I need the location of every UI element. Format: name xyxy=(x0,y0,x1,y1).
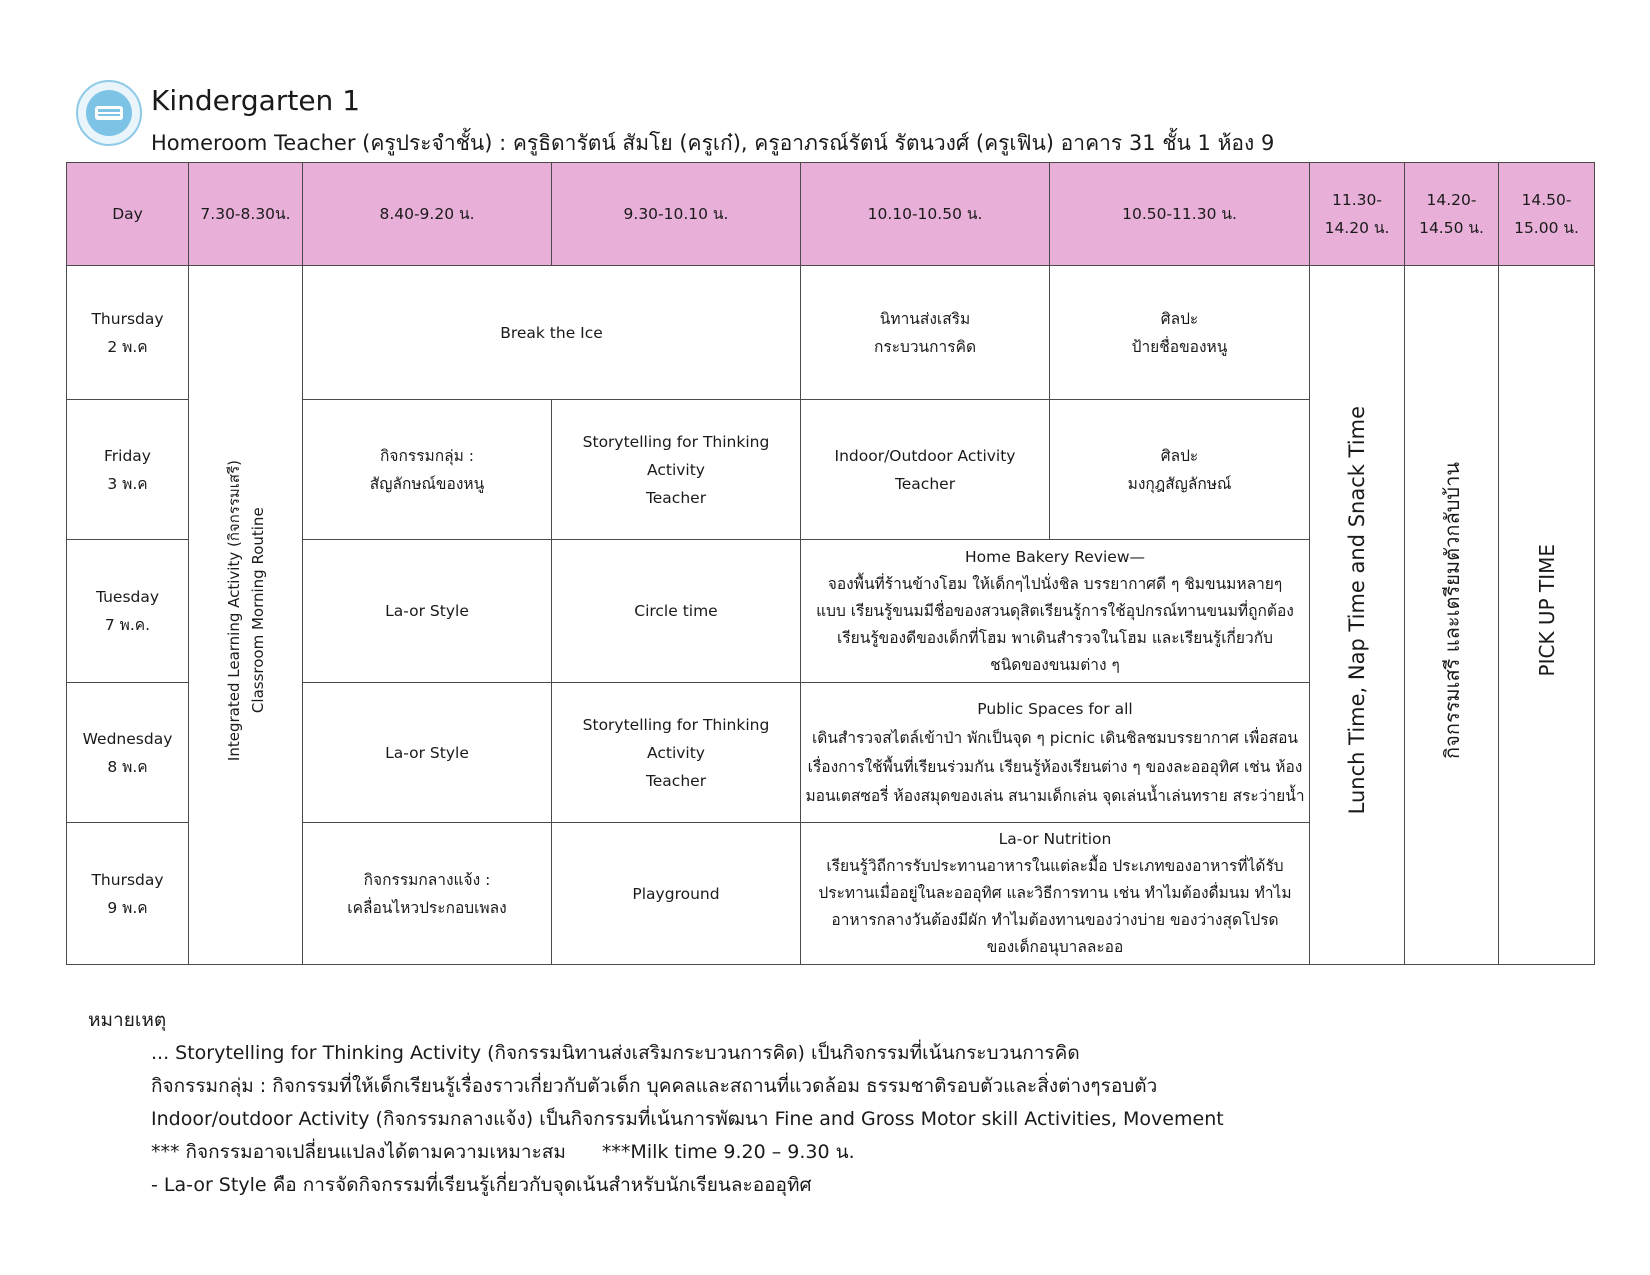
day-cell: Thursday 9 พ.ค xyxy=(67,823,189,965)
activity-cell: Circle time xyxy=(552,540,801,683)
note-item: *** กิจกรรมอาจเปลี่ยนแปลงได้ตามความเหมาะสม ***Milk time 9.20 – 9.30 น. xyxy=(151,1141,855,1163)
page-subtitle: Homeroom Teacher (ครูประจำชั้น) : ครูธิดารัตน์ สัมโย (ครูเก๋), ครูอาภรณ์รัตน์ รัตนวงศ์ (ครูเฟิน) อาคาร 31 ชั้น 1 ห้อง 9 xyxy=(151,131,1275,155)
activity-cell: Playground xyxy=(552,823,801,965)
activity-description-cell: Public Spaces for all เดินสำรวจสไตล์เข้าป่า พักเป็นจุด ๆ picnic เดินชิลชมบรรยากาศ เพื่อสอน เรื่องการใช้พื้นที่เรียนร่วมกัน เรียนรู้ห้องเรียนต่าง ๆ ของละอออุทิศ เช่น ห้อง มอนเตสซอรี่ ห้องสมุดของเล่น สนามเด็กเล่น จุดเล่นน้ำเล่นทราย สระว่ายน้ำ xyxy=(801,683,1310,823)
activity-cell: Indoor/Outdoor Activity Teacher xyxy=(801,400,1050,540)
activity-cell: Storytelling for Thinking Activity Teacher xyxy=(552,400,801,540)
col-header-c7: 14.20- 14.50 น. xyxy=(1405,163,1499,266)
activity-cell: ศิลปะ มงกุฎสัญลักษณ์ xyxy=(1050,400,1310,540)
table-row xyxy=(67,266,1595,400)
activity-cell: Break the Ice xyxy=(303,266,801,400)
school-logo xyxy=(76,80,142,146)
col-header-c8: 14.50- 15.00 น. xyxy=(1499,163,1595,266)
activity-cell: La-or Style xyxy=(303,683,552,823)
schedule-table xyxy=(66,162,1595,965)
free-activity-cell: กิจกรรมเสรี และเตรียมตัวกลับบ้าน xyxy=(1405,266,1499,965)
note-item: - La-or Style คือ การจัดกิจกรรมที่เรียนรู้เกี่ยวกับจุดเน้นสำหรับนักเรียนละอออุทิศ xyxy=(151,1174,812,1196)
activity-cell: นิทานส่งเสริม กระบวนการคิด xyxy=(801,266,1050,400)
col-header-c3: 9.30-10.10 น. xyxy=(552,163,801,266)
day-cell: Wednesday 8 พ.ค xyxy=(67,683,189,823)
col-header-c1: 7.30-8.30น. xyxy=(189,163,303,266)
notes-section xyxy=(88,1004,1224,1202)
pickup-cell: PICK UP TIME xyxy=(1499,266,1595,965)
col-header-c6: 11.30- 14.20 น. xyxy=(1310,163,1405,266)
col-header-day: Day xyxy=(67,163,189,266)
page-title: Kindergarten 1 xyxy=(151,84,361,117)
morning-routine-cell: Integrated Learning Activity (กิจกรรมเสรี) Classroom Morning Routine xyxy=(189,266,303,965)
activity-description-cell: Home Bakery Review— จองพื้นที่ร้านข้างโฮม ให้เด็กๆไปนั่งชิล บรรยากาศดี ๆ ชิมขนมหลายๆ แบบ เรียนรู้ขนมมีชื่อของสวนดุสิตเรียนรู้การใช้อุปกรณ์ทานขนมที่ถูกต้อง เรียนรู้ของดีของเด็กที่โฮม พาเดินสำรวจในโฮม และเรียนรู้เกี่ยวกับ ชนิดของขนมต่าง ๆ xyxy=(801,540,1310,683)
col-header-c2: 8.40-9.20 น. xyxy=(303,163,552,266)
note-item: กิจกรรมกลุ่ม : กิจกรรมที่ให้เด็กเรียนรู้เรื่องราวเกี่ยวกับตัวเด็ก บุคคลและสถานที่แวดล้อม ธรรมชาติรอบตัวและสิ่งต่างๆรอบตัว xyxy=(151,1075,1158,1097)
activity-cell: กิจกรรมกลุ่ม : สัญลักษณ์ของหนู xyxy=(303,400,552,540)
activity-cell: ศิลปะ ป้ายชื่อของหนู xyxy=(1050,266,1310,400)
day-cell: Tuesday 7 พ.ค. xyxy=(67,540,189,683)
activity-cell: กิจกรรมกลางแจ้ง : เคลื่อนไหวประกอบเพลง xyxy=(303,823,552,965)
header-row xyxy=(67,163,1595,266)
activity-cell: La-or Style xyxy=(303,540,552,683)
day-cell: Thursday 2 พ.ค xyxy=(67,266,189,400)
col-header-c4: 10.10-10.50 น. xyxy=(801,163,1050,266)
activity-cell: Storytelling for Thinking Activity Teacher xyxy=(552,683,801,823)
activity-description-cell: La-or Nutrition เรียนรู้วิถีการรับประทานอาหารในแต่ละมื้อ ประเภทของอาหารที่ได้รับ ประทานเมื่ออยู่ในละอออุทิศ และวิธีการทาน เช่น ทำไมต้องดื่มนม ทำไม อาหารกลางวันต้องมีผัก ทำไมต้องทานของว่างบ่าย ของว่างสุดโปรด ของเด็กอนุบาลละออ xyxy=(801,823,1310,965)
day-cell: Friday 3 พ.ค xyxy=(67,400,189,540)
lunch-cell: Lunch Time, Nap Time and Snack Time xyxy=(1310,266,1405,965)
note-item: ... Storytelling for Thinking Activity (กิจกรรมนิทานส่งเสริมกระบวนการคิด) เป็นกิจกรรมที่เน้นกระบวนการคิด xyxy=(151,1042,1080,1064)
note-item: Indoor/outdoor Activity (กิจกรรมกลางแจ้ง) เป็นกิจกรรมที่เน้นการพัฒนา Fine and Gross Motor skill Activities, Movement xyxy=(151,1108,1224,1130)
notes-heading: หมายเหตุ xyxy=(88,1009,167,1031)
col-header-c5: 10.50-11.30 น. xyxy=(1050,163,1310,266)
